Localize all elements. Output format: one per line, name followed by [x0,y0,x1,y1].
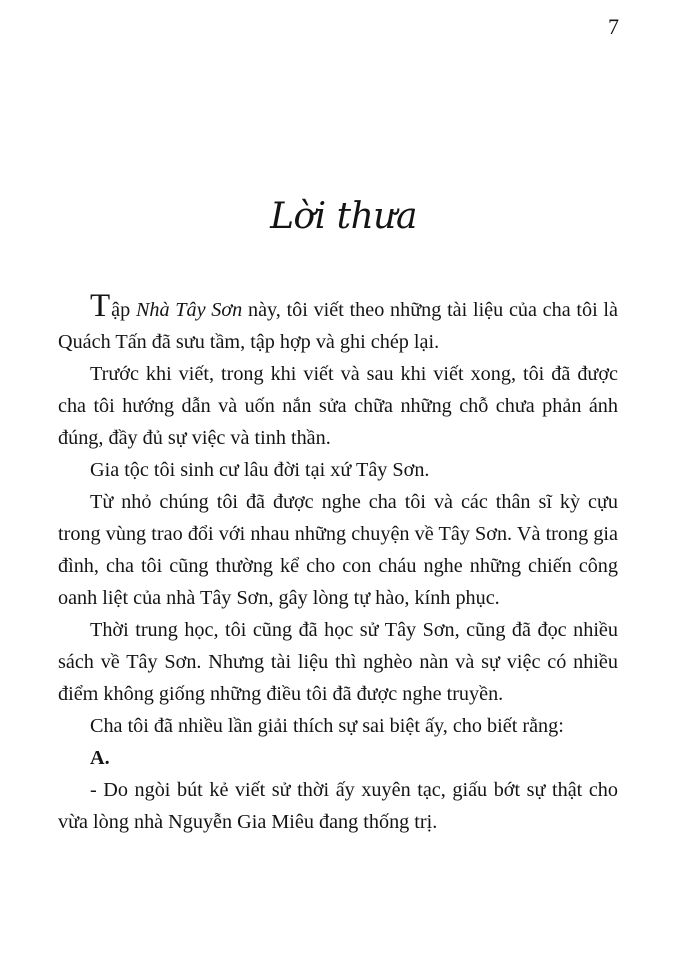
paragraph-1-lead: ập [111,299,136,321]
paragraph-5: Thời trung học, tôi cũng đã học sử Tây Sơn, cũng đã đọc nhiều sách về Tây Sơn. Nhưng tài liệu thì nghèo nàn và sự việc có nhiều điểm không giống những điều tôi đã được nghe truyền. [58,619,618,705]
body-text [58,288,618,838]
paragraph-4: Từ nhỏ chúng tôi đã được nghe cha tôi và các thân sĩ kỳ cựu trong vùng trao đổi với nhau những chuyện về Tây Sơn. Và trong gia đình, cha tôi cũng thường kể cho con cháu nghe những chiến công oanh liệt của nhà Tây Sơn, gây lòng tự hào, kính phục. [58,491,618,609]
drop-cap: T [90,288,111,324]
paragraph-8: - Do ngòi bút kẻ viết sử thời ấy xuyên tạc, giấu bớt sự thật cho vừa lòng nhà Nguyễn Gia Miêu đang thống trị. [58,779,618,833]
paragraph-1-rest: này, tôi viết theo những tài liệu của cha tôi là Quách Tấn đã sưu tầm, tập hợp và ghi chép lại. [58,299,618,353]
paragraph-1 [58,288,618,358]
paragraph-6: Cha tôi đã nhiều lần giải thích sự sai biệt ấy, cho biết rằng: [90,715,564,737]
paragraph-2: Trước khi viết, trong khi viết và sau khi viết xong, tôi đã được cha tôi hướng dẫn và uốn nắn sửa chữa những chỗ chưa phản ánh đúng, đầy đủ sự việc và tinh thần. [58,363,618,449]
page-number: 7 [608,14,619,39]
chapter-title: Lời thưa [270,196,417,237]
paragraph-3: Gia tộc tôi sinh cư lâu đời tại xứ Tây Sơn. [90,459,430,481]
section-label-a: A. [90,747,110,769]
book-title-italic: Nhà Tây Sơn [135,299,243,321]
